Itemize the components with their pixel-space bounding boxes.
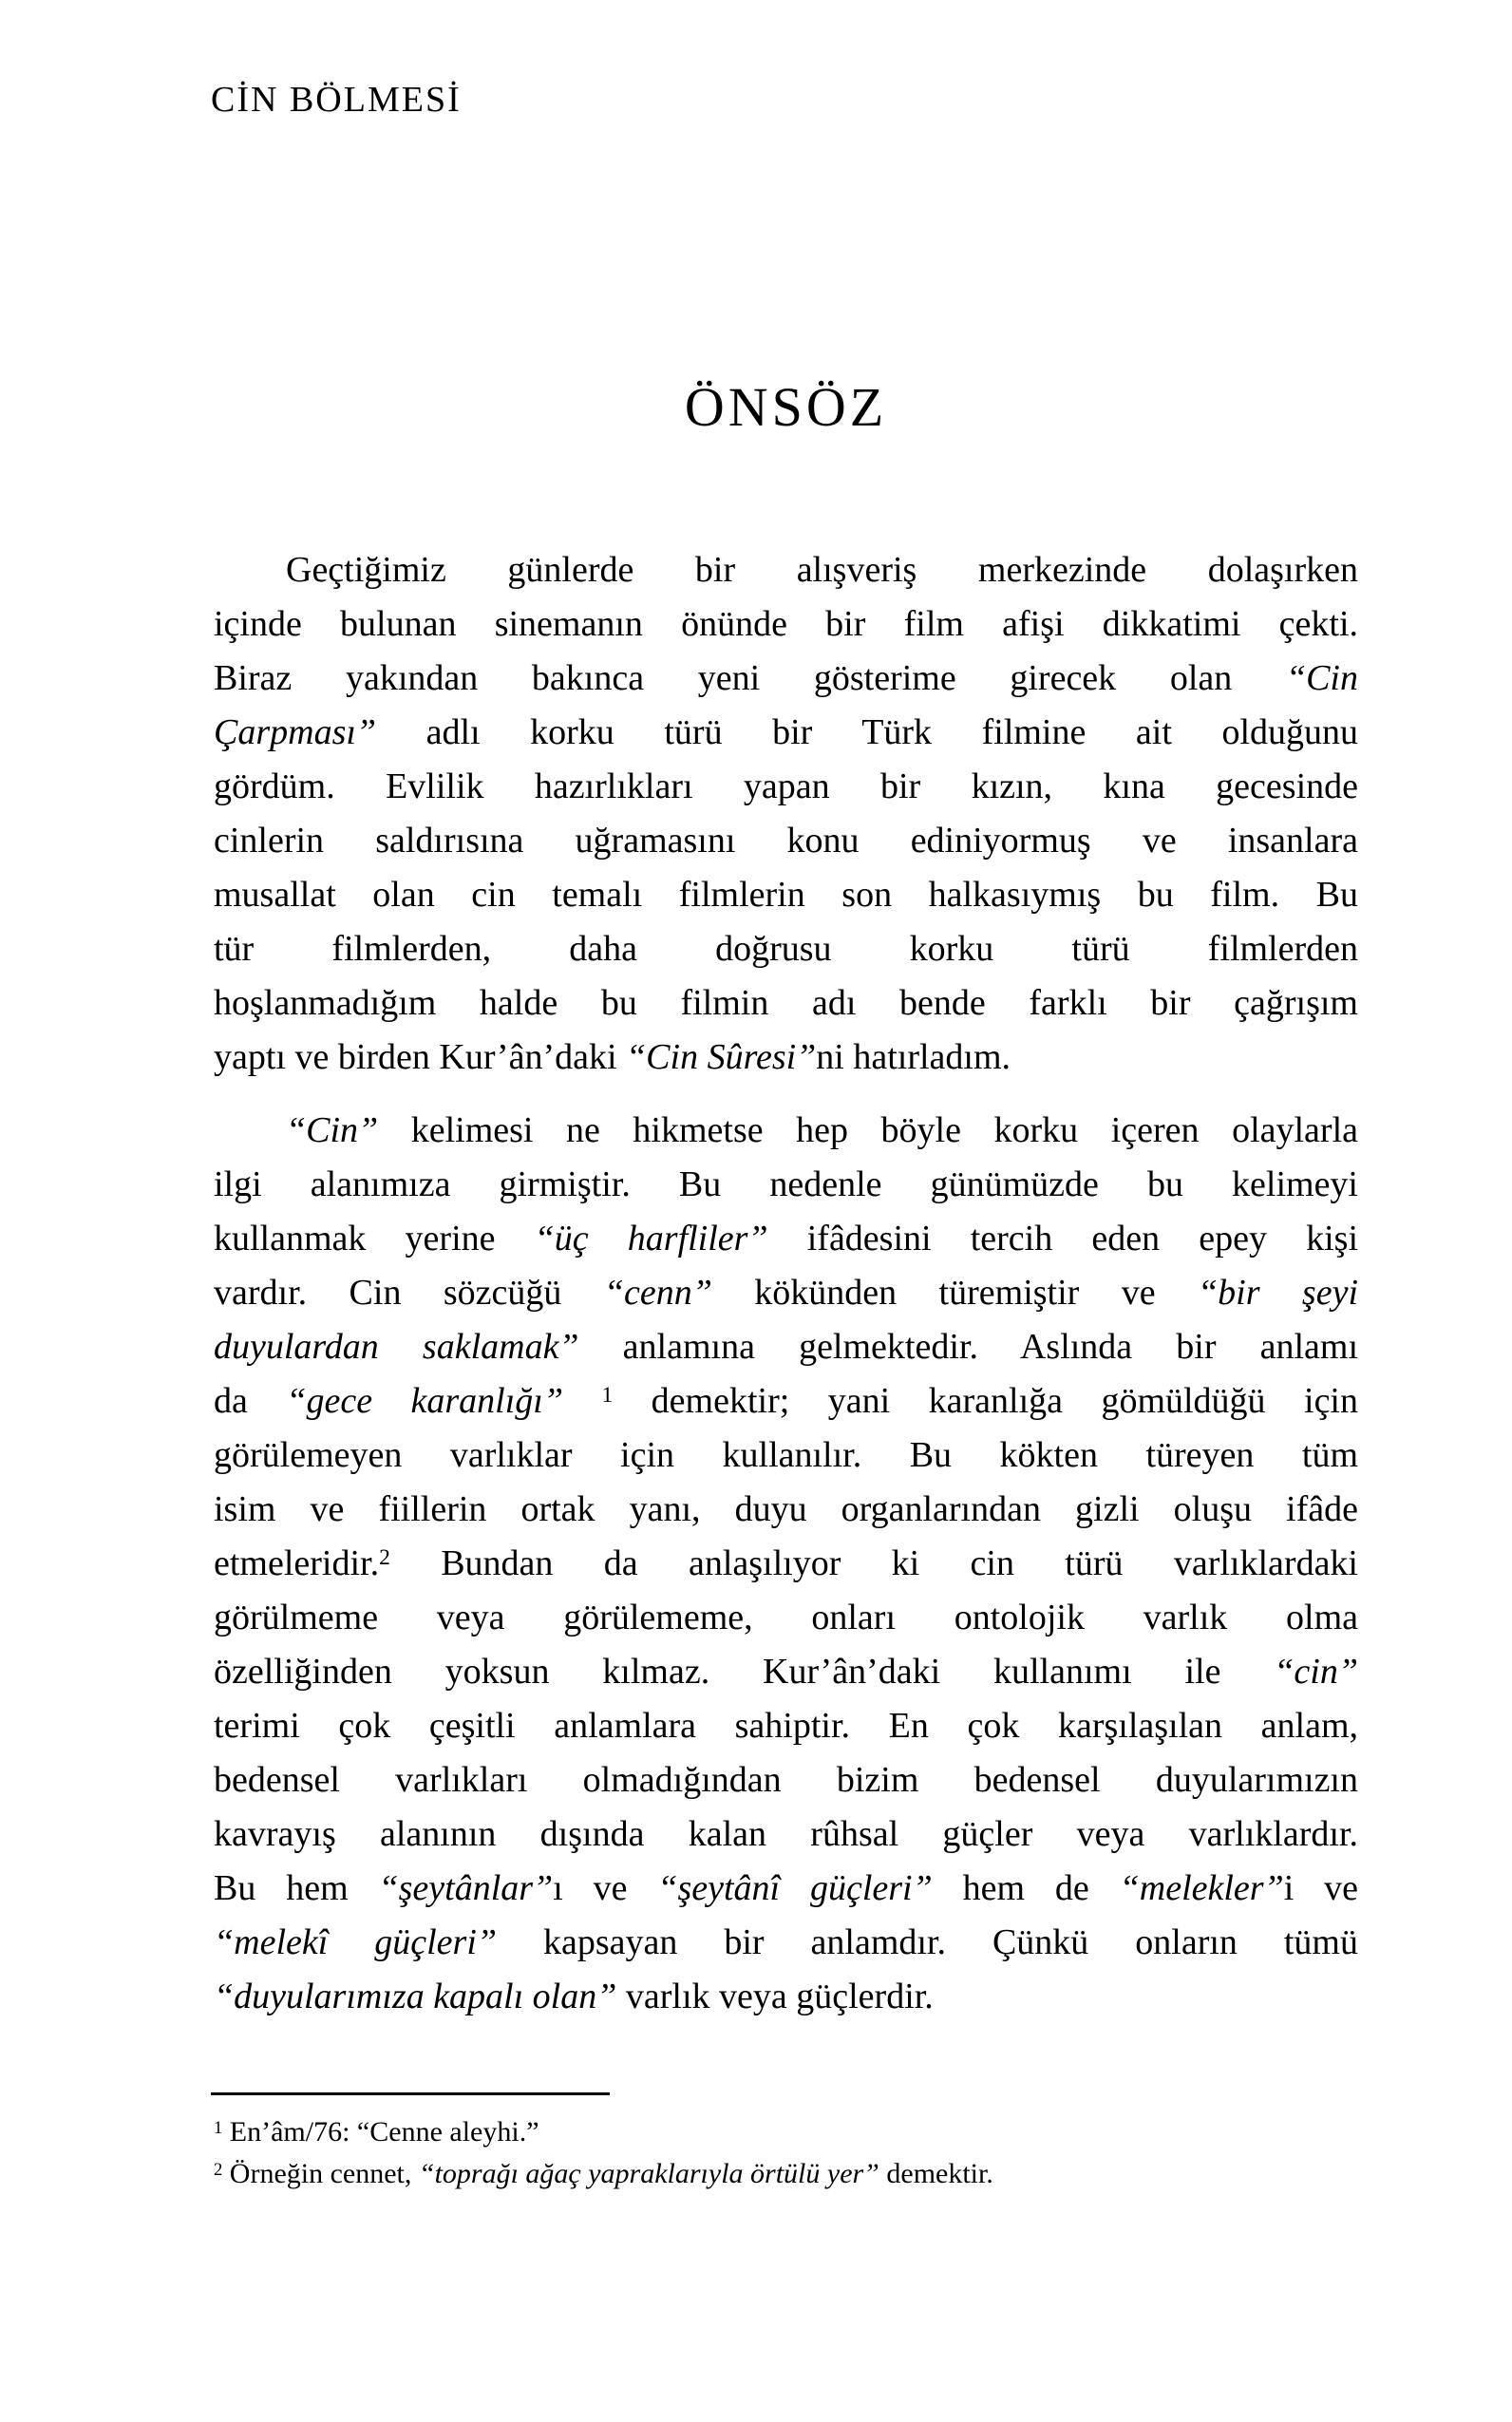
text-segment: hem de (932, 1868, 1120, 1908)
text-segment: En’âm/76: “Cenne aleyhi.” (229, 2116, 539, 2148)
footnote-item (214, 2111, 1358, 2153)
text-segment: “şeytânlar” (378, 1868, 554, 1908)
text-line (214, 1374, 1358, 1429)
text-line (214, 1807, 1358, 1862)
text-segment: vardır. Cin sözcüğü (214, 1273, 604, 1313)
text-line (214, 1916, 1358, 1970)
text-segment: görülemeyen varlıklar için kullanılır. Bu kökten türeyen tüm (214, 1435, 1358, 1475)
text-segment: “bir şeyi (1198, 1273, 1359, 1313)
text-segment: demektir. (879, 2158, 993, 2189)
text-line (214, 760, 1358, 814)
text-line (214, 1537, 1358, 1591)
text-segment: etmeleridir. (214, 1543, 380, 1583)
text-segment: ifâdesini tercih eden epey kişi (767, 1219, 1359, 1258)
paragraph (214, 1104, 1358, 2024)
text-line (214, 1104, 1358, 1158)
text-line (214, 1266, 1358, 1320)
text-line (214, 1429, 1358, 1483)
text-segment: “cenn” (603, 1273, 712, 1313)
body-text (214, 543, 1358, 2024)
text-segment: “Cin” (286, 1110, 379, 1150)
text-segment: varlık veya güçlerdir. (616, 1977, 934, 2016)
text-segment: “melekî güçleri” (214, 1922, 498, 1962)
footnote-marker: 2 (214, 2159, 223, 2180)
text-segment: demektir; yani karanlığa gömüldüğü için (613, 1381, 1358, 1421)
text-segment: adlı korku türü bir Türk filmine ait olduğunu (376, 712, 1358, 752)
text-segment: Geçtiğimiz günlerde bir alışveriş merkezinde dolaşırken (286, 550, 1358, 590)
text-segment: “Cin (1285, 658, 1358, 698)
text-segment: yaptı ve birden Kur’ân’daki (214, 1037, 627, 1077)
text-line (214, 814, 1358, 868)
text-segment: gördüm. Evlilik hazırlıkları yapan bir kızın, kına gecesinde (214, 766, 1358, 806)
footnote-reference: 1 (601, 1383, 614, 1409)
footnote-marker: 1 (214, 2117, 223, 2138)
text-segment: anlamına gelmektedir. Aslında bir anlamı (578, 1327, 1359, 1367)
text-line (214, 1031, 1358, 1085)
text-segment: i ve (1283, 1868, 1358, 1908)
text-segment: kullanmak yerine (214, 1219, 535, 1258)
text-line (214, 1158, 1358, 1212)
text-segment: “şeytânî güçleri” (657, 1868, 933, 1908)
text-line (214, 1591, 1358, 1645)
text-segment: Bundan da anlaşılıyor ki cin türü varlıklardaki (389, 1543, 1358, 1583)
text-segment: bedensel varlıkları olmadığından bizim bedensel duyularımızın (214, 1760, 1358, 1800)
text-segment: “melekler” (1119, 1868, 1284, 1908)
text-segment: isim ve fiillerin ortak yanı, duyu organlarından gizli oluşu ifâde (214, 1489, 1358, 1529)
text-segment: musallat olan cin temalı filmlerin son halkasıymış bu film. Bu (214, 875, 1358, 915)
footnote-reference: 2 (379, 1545, 390, 1571)
text-segment: “üç harfliler” (534, 1219, 768, 1258)
text-segment: “cin” (1274, 1652, 1358, 1692)
text-line (214, 543, 1358, 597)
text-segment: hoşlanmadığım halde bu filmin adı bende farklı bir çağrışım (214, 983, 1358, 1023)
text-segment: Çarpması” (214, 712, 377, 752)
page-title: ÖNSÖZ (684, 376, 888, 438)
paragraph (214, 543, 1358, 1085)
text-segment: tür filmlerden, daha doğrusu korku türü filmlerden (214, 929, 1358, 969)
text-segment: Bu hem (214, 1868, 379, 1908)
text-segment: görülmeme veya görülememe, onları ontolojik varlık olma (214, 1598, 1358, 1637)
text-segment: ilgi alanımıza girmiştir. Bu nedenle günümüzde bu kelimeyi (214, 1164, 1358, 1204)
text-line (214, 868, 1358, 922)
text-line (214, 1753, 1358, 1807)
text-segment: kökünden türemiştir ve (711, 1273, 1199, 1313)
text-segment: kapsayan bir anlamdır. Çünkü onların tümü (497, 1922, 1358, 1962)
text-line (214, 922, 1358, 976)
text-segment: kelimesi ne hikmetse hep böyle korku içeren olaylarla (378, 1110, 1358, 1150)
text-segment: terimi çok çeşitli anlamlara sahiptir. En çok karşılaşılan anlam, (214, 1706, 1358, 1746)
text-line (214, 652, 1358, 706)
text-line (214, 1970, 1358, 2024)
text-segment: “Cin Sûresi” (626, 1037, 817, 1077)
text-segment: da (214, 1381, 287, 1421)
text-line (214, 1645, 1358, 1699)
text-segment: içinde bulunan sinemanın önünde bir film afişi dikkatimi çekti. (214, 604, 1358, 644)
running-header: CİN BÖLMESİ (211, 80, 462, 120)
text-segment: kavrayış alanının dışında kalan rûhsal güçler veya varlıklardır. (214, 1814, 1358, 1854)
text-line (214, 1320, 1358, 1374)
text-line (214, 706, 1358, 760)
text-segment: “toprağı ağaç yapraklarıyla örtülü yer” (418, 2158, 879, 2189)
text-segment: “duyularımıza kapalı olan” (214, 1977, 617, 2016)
text-segment: duyulardan saklamak” (214, 1327, 579, 1367)
text-line (214, 976, 1358, 1031)
text-segment: Biraz yakından bakınca yeni gösterime girecek olan (214, 658, 1286, 698)
text-segment: “gece karanlığı” (286, 1381, 563, 1421)
text-line (214, 1212, 1358, 1266)
footnote-separator (211, 2092, 610, 2095)
text-segment (563, 1381, 601, 1421)
text-segment: Örneğin cennet, (229, 2158, 419, 2189)
text-segment: ni hatırladım. (816, 1037, 1011, 1077)
text-segment: ı ve (553, 1868, 658, 1908)
text-line (214, 1862, 1358, 1916)
text-line (214, 1699, 1358, 1753)
text-line (214, 597, 1358, 652)
text-segment: özelliğinden yoksun kılmaz. Kur’ân’daki kullanımı ile (214, 1652, 1275, 1692)
text-segment: cinlerin saldırısına uğramasını konu ediniyormuş ve insanlara (214, 821, 1358, 861)
footnotes (214, 2111, 1358, 2195)
footnote-item (214, 2153, 1358, 2195)
text-line (214, 1483, 1358, 1537)
